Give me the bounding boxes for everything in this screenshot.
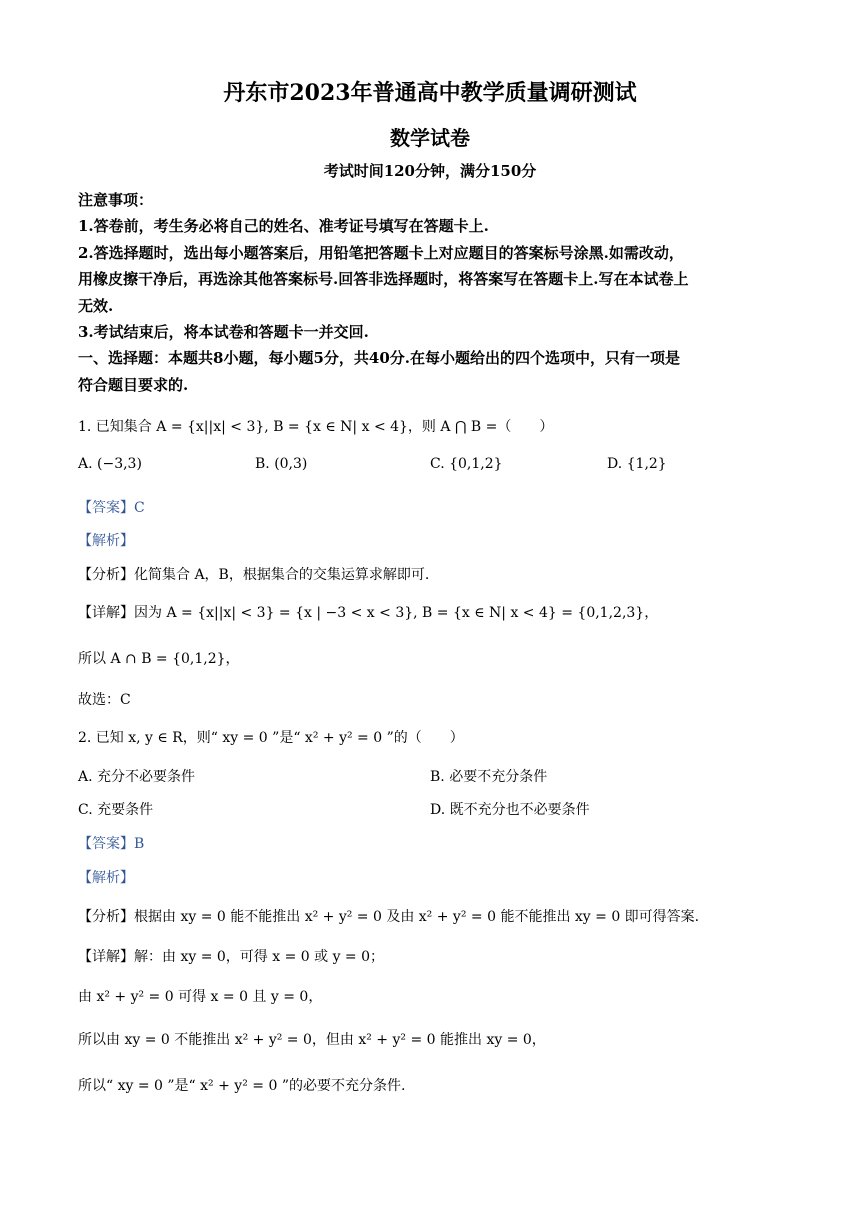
q1-stem: 1. 已知集合 A = {x||x| < 3}, B = {x ∈ N| x < 4}，则 A ⋂ B =（ ） bbox=[78, 419, 554, 435]
note-item-2-line-1: 2.答选择题时，选出每小题答案后，用铅笔把答题卡上对应题目的答案标号涂黑.如需改动， bbox=[78, 244, 684, 262]
note-item-1: 1.答卷前，考生务必将自己的姓名、准考证号填写在答题卡上. bbox=[78, 217, 489, 235]
q1-option-d: D. {1,2} bbox=[607, 456, 667, 472]
note-item-2-line-2: 用橡皮擦干净后，再选涂其他答案标号.回答非选择题时，将答案写在答题卡上.写在本试卷上 bbox=[78, 270, 689, 288]
q1-choose: 故选：C bbox=[78, 692, 131, 708]
q1-fenxi: 【分析】化简集合 A，B，根据集合的交集运算求解即可. bbox=[78, 567, 430, 583]
q2-option-b: B. 必要不充分条件 bbox=[430, 769, 548, 785]
section-1-line-2: 符合题目要求的. bbox=[78, 376, 189, 394]
notes-heading: 注意事项： bbox=[78, 191, 154, 209]
q1-option-b: B. (0,3) bbox=[255, 456, 308, 472]
q2-option-d: D. 既不充分也不必要条件 bbox=[430, 802, 590, 818]
q1-analysis-label: 【解析】 bbox=[78, 533, 134, 549]
q2-analysis-label: 【解析】 bbox=[78, 870, 134, 886]
exam-info: 考试时间120分钟，满分150分 bbox=[323, 162, 537, 180]
q2-answer: 【答案】B bbox=[78, 836, 145, 852]
q2-option-a: A. 充分不必要条件 bbox=[78, 769, 196, 785]
exam-title: 丹东市2023年普通高中教学质量调研测试 bbox=[223, 80, 637, 106]
q2-detail-4: 所以“ xy = 0 ”是“ x² + y² = 0 ”的必要不充分条件. bbox=[78, 1078, 406, 1094]
q2-detail-2: 由 x² + y² = 0 可得 x = 0 且 y = 0， bbox=[78, 989, 323, 1005]
q2-fenxi: 【分析】根据由 xy = 0 能不能推出 x² + y² = 0 及由 x² + y² = 0 能不能推出 xy = 0 即可得答案. bbox=[78, 909, 700, 925]
exam-subtitle: 数学试卷 bbox=[390, 126, 470, 150]
section-1-line-1: 一、选择题：本题共8小题，每小题5分，共40分.在每小题给出的四个选项中，只有一项是 bbox=[78, 349, 680, 367]
note-item-3: 3.考试结束后，将本试卷和答题卡一并交回. bbox=[78, 323, 369, 341]
q2-detail-3: 所以由 xy = 0 不能推出 x² + y² = 0，但由 x² + y² = 0 能推出 xy = 0， bbox=[78, 1032, 546, 1048]
q1-detail: 【详解】因为 A = {x||x| < 3} = {x | −3 < x < 3}, B = {x ∈ N| x < 4} = {0,1,2,3}， bbox=[78, 605, 659, 621]
q2-option-c: C. 充要条件 bbox=[78, 802, 154, 818]
q2-stem: 2. 已知 x, y ∈ R，则“ xy = 0 ”是“ x² + y² = 0 ”的（ ） bbox=[78, 730, 464, 746]
q1-option-a: A. (−3,3) bbox=[78, 456, 142, 472]
q1-option-c: C. {0,1,2} bbox=[430, 456, 503, 472]
q1-so: 所以 A ∩ B = {0,1,2}， bbox=[78, 651, 240, 667]
q2-detail-1: 【详解】解：由 xy = 0，可得 x = 0 或 y = 0； bbox=[78, 949, 385, 965]
note-item-2-line-3: 无效. bbox=[78, 297, 114, 315]
q1-answer: 【答案】C bbox=[78, 500, 145, 516]
